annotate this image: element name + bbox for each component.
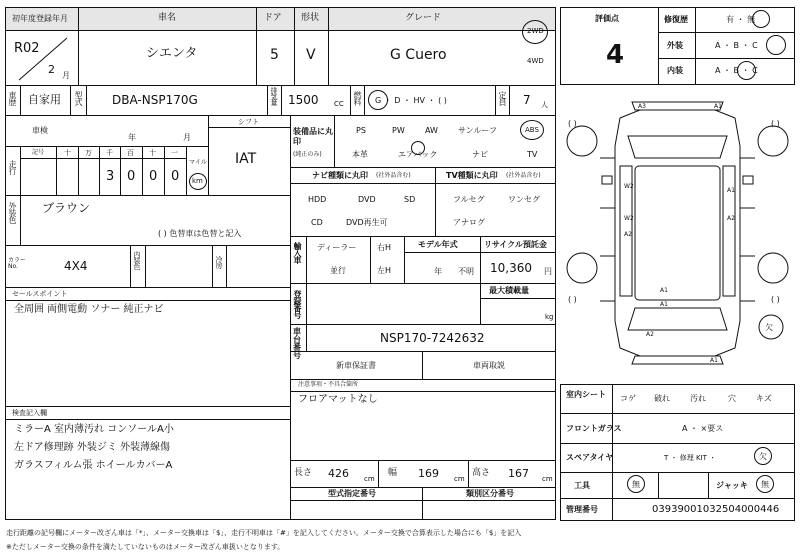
width-unit: cm	[454, 475, 465, 483]
mileage-label: 走行	[8, 160, 17, 174]
airbag-circle	[411, 141, 425, 155]
score: 4	[606, 40, 625, 70]
recycle-unit: 円	[544, 267, 552, 276]
import-label: 輸入車	[293, 242, 302, 263]
reg-era: R02	[14, 41, 40, 56]
tv-label: TV種類に丸印	[446, 171, 498, 180]
displacement-unit: CC	[334, 100, 344, 108]
capacity-unit: 人	[541, 101, 548, 109]
warranty-label: 新車保証書	[336, 361, 376, 370]
jack-label: ジャッキ	[716, 481, 748, 490]
reg-month-unit: 月	[62, 71, 70, 80]
inspector-line-1: ミラーA 室内薄汚れ コンソールA小	[14, 424, 174, 435]
mileage-digit-4: 0	[149, 169, 158, 184]
model-year-value: 不明	[458, 267, 474, 276]
ext-color-note: ( ) 色替車は色替と記入	[158, 229, 242, 238]
svg-text:A2: A2	[727, 215, 735, 222]
mgmt-label: 管理番号	[566, 505, 598, 514]
svg-text:A2: A2	[624, 231, 632, 238]
digit-label-2: 千	[106, 149, 113, 157]
footer-line-1: 走行距離の記号欄にメーター改ざん車は「*」、メーター交換車は「$」、走行不明車は「#」を記入してください。メーター交換で合算表示した場合にも「$」を記入	[6, 529, 522, 537]
svg-text:欠: 欠	[765, 323, 773, 332]
equip-pw: PW	[392, 126, 405, 135]
digit-label-5: 一	[171, 149, 178, 157]
import-parallel: 並行	[330, 266, 346, 275]
model-label: 型式	[74, 91, 83, 105]
exterior-c-circle	[766, 35, 786, 55]
max-load-unit: kg	[545, 313, 554, 321]
svg-text:( ): ( )	[568, 295, 577, 304]
glass-value: A ・ ×要ス	[682, 424, 724, 433]
recycle-label: リサイクル預託金	[484, 240, 547, 249]
interior-b-circle	[737, 61, 756, 80]
class-number-label: 類別区分番号	[466, 489, 514, 498]
tv-fullseg: フルセグ	[453, 195, 485, 204]
doors: 5	[270, 47, 279, 63]
car-name: シエンタ	[146, 46, 198, 61]
mileage-digit-2: 3	[106, 169, 115, 184]
seat-hole: 穴	[728, 394, 736, 403]
interior-label: 内装	[667, 66, 683, 75]
equip-ps: PS	[356, 126, 366, 135]
svg-text:A1: A1	[710, 357, 718, 364]
height-unit: cm	[542, 475, 553, 483]
tv-analog: アナログ	[453, 218, 485, 227]
model: DBA-NSP170G	[112, 93, 198, 107]
displacement-label: 排気量	[270, 87, 278, 105]
shape-label: 形状	[301, 13, 320, 23]
category-label: 車歴	[8, 91, 17, 105]
svg-text:( ): ( )	[568, 119, 577, 128]
max-load-label: 最大積載量	[489, 286, 529, 295]
jack-value: 無	[761, 480, 769, 489]
interior-color-label: 内装色	[133, 251, 141, 269]
svg-text:A1: A1	[660, 301, 668, 308]
inspector-line-2: 左ドア修理跡 外装ジミ 外装薄線傷	[14, 442, 171, 453]
shaken-label: 車検	[32, 126, 48, 135]
seat-dirt: 汚れ	[690, 394, 706, 403]
spare-options: T ・ 修理 KIT ・	[664, 454, 717, 462]
svg-text:A1: A1	[660, 287, 668, 294]
fuel-options: G ・ D ・ HV ・ ( )	[375, 96, 447, 105]
car-name-label: 車名	[158, 13, 177, 23]
ext-color-label: 外装色	[8, 202, 17, 223]
svg-text:A3: A3	[638, 103, 646, 110]
capacity: 7	[523, 93, 531, 107]
tools-label: 工具	[574, 481, 590, 490]
door-label: ドア	[264, 13, 282, 23]
score-label: 評価点	[595, 14, 619, 23]
inspector-line-3: ガラスフィルム張 ホイールカバーA	[14, 460, 173, 471]
equip-navi: ナビ	[472, 150, 488, 159]
equip-airbag: エアバック	[398, 150, 438, 159]
chassis-label: 車台番号	[293, 327, 301, 360]
shift-label: シフト	[238, 118, 259, 126]
import-right-h: 右H	[377, 243, 392, 252]
repair-label: 修復歴	[664, 15, 688, 24]
length-label: 長さ	[294, 468, 313, 478]
ext-color: ブラウン	[42, 201, 91, 215]
mileage-digit-3: 0	[127, 169, 136, 184]
model-year-unit: 年	[434, 267, 442, 276]
seat-burn: コゲ	[620, 394, 636, 403]
shape: V	[306, 47, 316, 63]
reg-month: 2	[48, 63, 55, 76]
width-label: 幅	[388, 468, 398, 478]
grade-label: グレード	[405, 13, 442, 23]
shaken-month-unit: 月	[183, 133, 191, 142]
drive-4wd: 4WD	[527, 57, 544, 65]
exterior-options: A ・ B ・ C	[715, 41, 758, 50]
digit-label-1: 万	[85, 149, 92, 157]
sales-points: 全周囲 両側電動 ソナー 純正ナビ	[14, 304, 164, 315]
svg-text:W2: W2	[624, 183, 634, 190]
grade: G Cuero	[390, 47, 447, 63]
fuel-selected-circle	[368, 90, 388, 110]
chassis: NSP170-7242632	[380, 331, 485, 345]
spare-label: スペアタイヤ	[566, 453, 614, 462]
svg-text:( ): ( )	[771, 119, 780, 128]
exterior-label: 外装	[667, 41, 683, 50]
tools-value: 無	[632, 480, 640, 489]
shaken-year-unit: 年	[128, 133, 136, 142]
repair-options: 有 ・ 無	[726, 15, 756, 24]
spare-selected: 欠	[759, 452, 767, 461]
equip-abs: ABS	[525, 126, 539, 134]
equipment-sub: (純正のみ)	[293, 151, 322, 158]
manual-label: 車両取説	[473, 361, 505, 370]
sales-points-label: セールスポイント	[12, 290, 68, 298]
navi-sd: SD	[404, 195, 416, 204]
mileage-digit-5: 0	[171, 169, 180, 184]
notes-label: 注意事項・不具合箇所	[298, 381, 359, 388]
first-reg-label: 初年度登録年月	[12, 14, 68, 23]
color-no: 4X4	[64, 259, 88, 273]
type-number-label: 型式指定番号	[328, 489, 376, 498]
model-year-label: モデル年式	[418, 240, 458, 249]
footer-line-2: ※ただしメーター交換の条件を満たしていないものはメーター改ざん車扱いとなります。	[6, 543, 285, 551]
navi-sub: (社外品含む)	[376, 172, 411, 179]
navi-hdd: HDD	[308, 195, 327, 204]
registration-label: 登録番号	[293, 290, 302, 318]
seat-label: 室内シート	[566, 390, 606, 399]
mgmt-value: 03939001032504000446	[652, 504, 780, 515]
interior-options: A ・ B ・ C	[715, 66, 758, 75]
notes: フロアマットなし	[298, 394, 378, 405]
svg-text:( ): ( )	[771, 295, 780, 304]
digit-label-3: 百	[127, 149, 134, 157]
svg-text:A1: A1	[714, 103, 722, 110]
color-no-label: カラーNo.	[8, 257, 27, 270]
digit-label-0: 十	[64, 149, 71, 157]
category: 自家用	[28, 93, 61, 106]
tv-oneseg: ワンセグ	[508, 195, 540, 204]
drive-2wd: 2WD	[527, 27, 544, 35]
repair-none-circle	[752, 10, 770, 28]
equip-leather: 本革	[352, 150, 368, 159]
navi-dvd: DVD	[358, 195, 376, 204]
svg-text:A2: A2	[646, 331, 654, 338]
digit-label-4: 十	[149, 149, 156, 157]
width: 169	[418, 467, 439, 480]
height: 167	[508, 467, 529, 480]
cooler-label: 冷房	[215, 256, 223, 268]
tv-sub: (社外品含む)	[506, 172, 541, 179]
recycle-value: 10,360	[490, 261, 532, 275]
seat-tear: 破れ	[654, 394, 670, 403]
navi-label: ナビ種類に丸印	[312, 171, 368, 180]
fuel-label: 燃料	[353, 91, 362, 105]
glass-label: フロントガラス	[566, 424, 622, 433]
seat-scratch: キズ	[756, 394, 772, 403]
length: 426	[328, 467, 349, 480]
equip-aw: AW	[425, 126, 438, 135]
import-dealer: ディーラー	[317, 243, 357, 252]
equipment-label: 装備品に丸印	[293, 127, 333, 147]
mile-label: マイル	[189, 159, 207, 166]
km-label: km	[192, 177, 203, 185]
navi-cd: CD	[311, 218, 323, 227]
length-unit: cm	[364, 475, 375, 483]
height-label: 高さ	[472, 468, 491, 478]
svg-text:A1: A1	[727, 187, 735, 194]
equip-sunroof: サンルーフ	[458, 126, 497, 135]
navi-dvd-play: DVD再生可	[346, 218, 388, 227]
displacement: 1500	[288, 93, 319, 107]
svg-text:W2: W2	[624, 215, 634, 222]
inspector-label: 検査記入欄	[12, 409, 47, 417]
import-left-h: 左H	[377, 266, 392, 275]
mileage-mark-label: 記号	[32, 149, 45, 156]
shift: IAT	[235, 151, 257, 167]
car-diagram	[560, 96, 795, 381]
capacity-label: 定員	[498, 91, 507, 105]
equip-tv: TV	[527, 150, 538, 159]
